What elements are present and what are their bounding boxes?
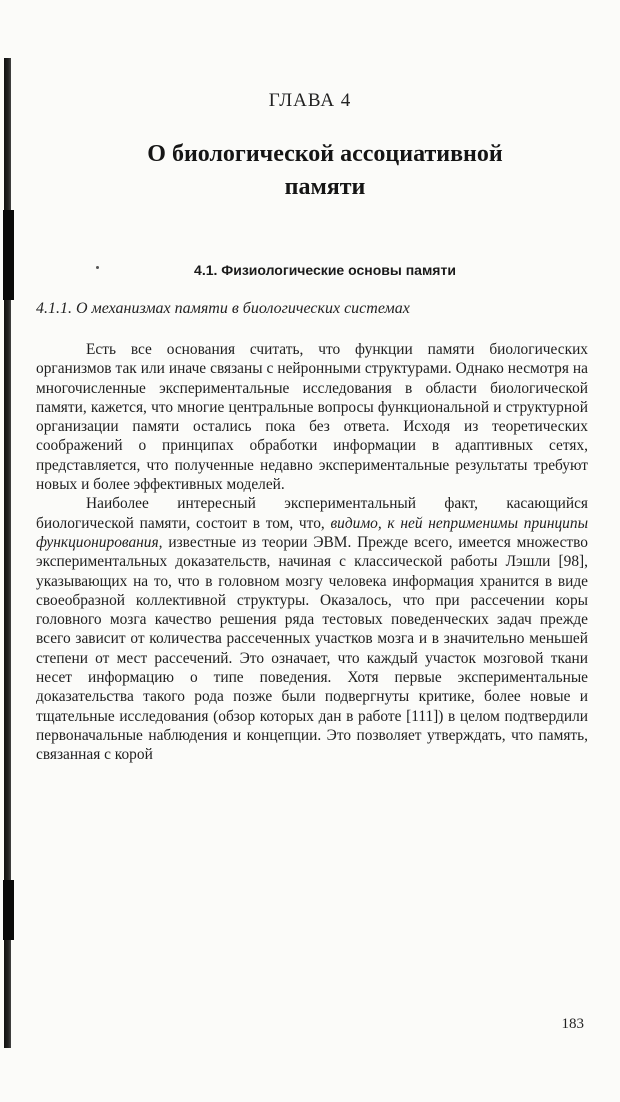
paragraph-text: Наиболее интересный экспериментальный факт, касающийся биологической памяти, состоит в том, что, <box>36 495 588 532</box>
emphasized-text: видимо, к ней неприменимы принципы функционирования, <box>36 514 588 551</box>
chapter-title-line: памяти <box>284 174 366 200</box>
paragraph-text: известные из теории ЭВМ. Прежде всего, имеется множество экспериментальных доказательств, начиная с классической работы Лэшли [98], указывающих на то, что в головном мозгу человека информация хранится в виде своеобразной коллективной структуры. Оказалось, что при рассечении коры головного мозга качество решения ряда тестовых поведенческих задач прежде всего зависит от количества рассеченных участков мозга и в значительно меньшей степени от мест рассечений. Это означает, что каждый участок мозговой ткани несет информацию о типе поведения. Хотя первые экспериментальные доказательства такого рода позже были подвергнуты критике, более новые и тщательные исследования (обзор которых дан в работе [111]) в целом подтвердили первоначальные наблюдения и концепции. Это позволяет утверждать, что память, связанная с корой <box>36 533 588 764</box>
paragraph <box>36 340 588 494</box>
chapter-label: ГЛАВА 4 <box>268 90 352 111</box>
body-text <box>36 340 588 765</box>
page-number: 183 <box>561 1016 584 1032</box>
section-title: 4.1. Физиологические основы памяти <box>194 262 456 278</box>
paragraph <box>36 494 588 764</box>
chapter-title <box>60 138 590 204</box>
paragraph-text: Есть все основания считать, что функции памяти биологических организмов так или иначе связаны с нейронными структурами. Однако несмотря на многочисленные экспериментальные исследования в области биологической памяти, кажется, что многие центральные вопросы функциональной и структурной организации памяти остались пока без ответа. Исходя из теоретических соображений о принципах обработки информации в адаптивных сетях, представляется, что полученные недавно экспериментальные результаты требуют новых и более эффективных моделей. <box>36 341 588 494</box>
binding-edge-shadow <box>3 210 14 300</box>
chapter-title-line: О биологической ассоциативной <box>147 141 503 167</box>
subsection-title: 4.1.1. О механизмах памяти в биологических системах <box>36 300 410 317</box>
binding-edge-shadow <box>3 880 14 940</box>
